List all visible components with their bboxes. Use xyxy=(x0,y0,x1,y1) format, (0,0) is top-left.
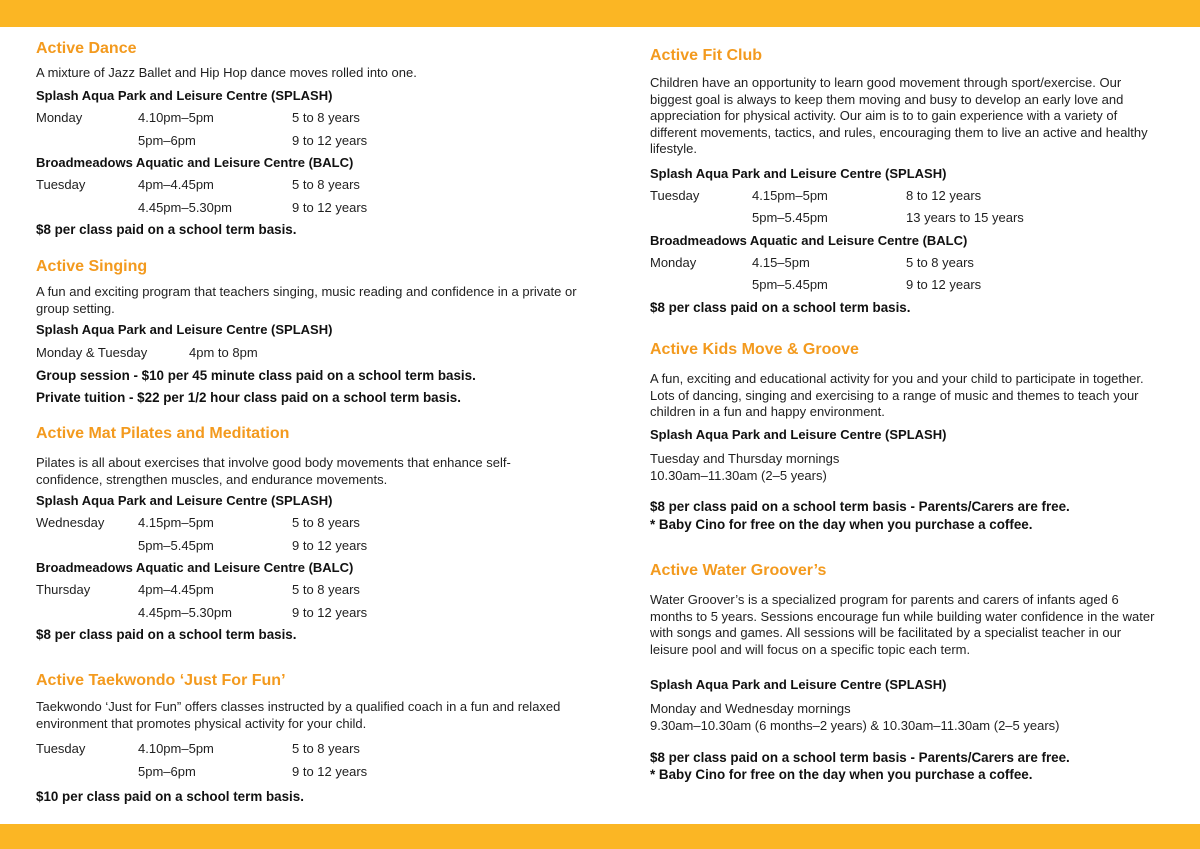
water-note: * Baby Cino for free on the day when you purchase a coffee. xyxy=(650,767,1033,782)
time: 5pm–5.45pm xyxy=(752,277,828,292)
age: 9 to 12 years xyxy=(292,200,368,215)
age: 9 to 12 years xyxy=(292,605,368,620)
age: 9 to 12 years xyxy=(292,538,368,553)
section-title-active-kids-move-groove: Active Kids Move & Groove xyxy=(650,341,859,358)
age: 5 to 8 years xyxy=(292,582,360,597)
groove-schedule-times: 10.30am–11.30am (2–5 years) xyxy=(650,468,827,483)
taekwondo-price: $10 per class paid on a school term basis. xyxy=(36,789,304,804)
time: 4.45pm–5.30pm xyxy=(138,605,232,620)
section-title-active-fit-club: Active Fit Club xyxy=(650,47,763,64)
water-description: Water Groover’s is a specialized program for parents and carers of infants aged 6 months to 5 years. Sessions encourage fun while building water confidence in the water with songs and games. All sessions will be facilitated by a specialist teacher in our leisure pool and will focus on a specific topic each term. xyxy=(650,592,1155,657)
singing-private-price: Private tuition - $22 per 1/2 hour class paid on a school term basis. xyxy=(36,390,461,405)
groove-description: A fun, exciting and educational activity for you and your child to participate in together. Lots of dancing, singing and exercising to a range of music and themes to teach your children in a fun and happy environment. xyxy=(650,371,1144,419)
dance-venue-splash: Splash Aqua Park and Leisure Centre (SPLASH) xyxy=(36,88,333,103)
time: 4pm–4.45pm xyxy=(138,177,214,192)
day: Tuesday xyxy=(650,188,700,203)
age: 5 to 8 years xyxy=(292,515,360,530)
age: 8 to 12 years xyxy=(906,188,982,203)
water-price: $8 per class paid on a school term basis - Parents/Carers are free. xyxy=(650,750,1070,765)
time: 5pm–5.45pm xyxy=(138,538,214,553)
fitclub-description: Children have an opportunity to learn good movement through sport/exercise. Our biggest goal is always to keep them moving and busy to develop an early love and appreciation for physical activity. Our aim is to to gain experience with a variety of different movements, tactics, and rules, encouraging them to live an active and healthy lifestyle. xyxy=(650,75,1148,156)
water-schedule-times: 9.30am–10.30am (6 months–2 years) & 10.30am–11.30am (2–5 years) xyxy=(650,718,1060,733)
age: 9 to 12 years xyxy=(906,277,982,292)
day: Tuesday xyxy=(36,177,86,192)
day: Monday xyxy=(650,255,697,270)
groove-venue-splash: Splash Aqua Park and Leisure Centre (SPLASH) xyxy=(650,427,947,442)
bottom-accent-band xyxy=(0,824,1200,849)
dance-description: A mixture of Jazz Ballet and Hip Hop dance moves rolled into one. xyxy=(36,65,417,80)
time: 4.15pm–5pm xyxy=(752,188,828,203)
time: 5pm–6pm xyxy=(138,764,196,779)
singing-group-price: Group session - $10 per 45 minute class paid on a school term basis. xyxy=(36,368,476,383)
age: 9 to 12 years xyxy=(292,764,368,779)
singing-description: A fun and exciting program that teachers singing, music reading and confidence in a private or group setting. xyxy=(36,284,577,316)
groove-note: * Baby Cino for free on the day when you purchase a coffee. xyxy=(650,517,1033,532)
pilates-description: Pilates is all about exercises that involve good body movements that enhance self-confidence, strengthen muscles, and endurance movements. xyxy=(36,455,511,487)
age: 5 to 8 years xyxy=(906,255,974,270)
dance-venue-balc: Broadmeadows Aquatic and Leisure Centre (BALC) xyxy=(36,155,354,170)
pilates-price: $8 per class paid on a school term basis. xyxy=(36,627,297,642)
section-title-active-taekwondo: Active Taekwondo ‘Just For Fun’ xyxy=(36,672,286,689)
time: 4.45pm–5.30pm xyxy=(138,200,232,215)
day: Thursday xyxy=(36,582,91,597)
section-title-active-singing: Active Singing xyxy=(36,258,148,275)
pilates-venue-splash: Splash Aqua Park and Leisure Centre (SPLASH) xyxy=(36,493,333,508)
dance-price: $8 per class paid on a school term basis. xyxy=(36,222,297,237)
day: Wednesday xyxy=(36,515,105,530)
fitclub-venue-balc: Broadmeadows Aquatic and Leisure Centre (BALC) xyxy=(650,233,968,248)
fitclub-price: $8 per class paid on a school term basis. xyxy=(650,300,911,315)
time: 5pm–6pm xyxy=(138,133,196,148)
time: 4.10pm–5pm xyxy=(138,110,214,125)
groove-schedule-days: Tuesday and Thursday mornings xyxy=(650,451,840,466)
age: 5 to 8 years xyxy=(292,110,360,125)
time: 4.15–5pm xyxy=(752,255,810,270)
taekwondo-description: Taekwondo ‘Just for Fun” offers classes instructed by a qualified coach in a fun and relaxed environment that promotes physical activity for your child. xyxy=(36,699,561,731)
water-schedule-days: Monday and Wednesday mornings xyxy=(650,701,851,716)
day: Monday xyxy=(36,110,83,125)
age: 5 to 8 years xyxy=(292,741,360,756)
section-title-active-water-groovers: Active Water Groover’s xyxy=(650,562,827,579)
section-title-active-dance: Active Dance xyxy=(36,40,137,57)
fitclub-venue-splash: Splash Aqua Park and Leisure Centre (SPLASH) xyxy=(650,166,947,181)
day: Tuesday xyxy=(36,741,86,756)
water-venue-splash: Splash Aqua Park and Leisure Centre (SPLASH) xyxy=(650,677,947,692)
singing-venue-splash: Splash Aqua Park and Leisure Centre (SPLASH) xyxy=(36,322,333,337)
groove-price: $8 per class paid on a school term basis - Parents/Carers are free. xyxy=(650,499,1070,514)
time: 4.15pm–5pm xyxy=(138,515,214,530)
age: 13 years to 15 years xyxy=(906,210,1024,225)
age: 5 to 8 years xyxy=(292,177,360,192)
day: Monday & Tuesday xyxy=(36,345,148,360)
section-title-active-mat-pilates: Active Mat Pilates and Meditation xyxy=(36,425,290,442)
time: 4.10pm–5pm xyxy=(138,741,214,756)
top-accent-band xyxy=(0,0,1200,27)
time: 4pm to 8pm xyxy=(189,345,258,360)
pilates-venue-balc: Broadmeadows Aquatic and Leisure Centre (BALC) xyxy=(36,560,354,575)
time: 4pm–4.45pm xyxy=(138,582,214,597)
age: 9 to 12 years xyxy=(292,133,368,148)
time: 5pm–5.45pm xyxy=(752,210,828,225)
